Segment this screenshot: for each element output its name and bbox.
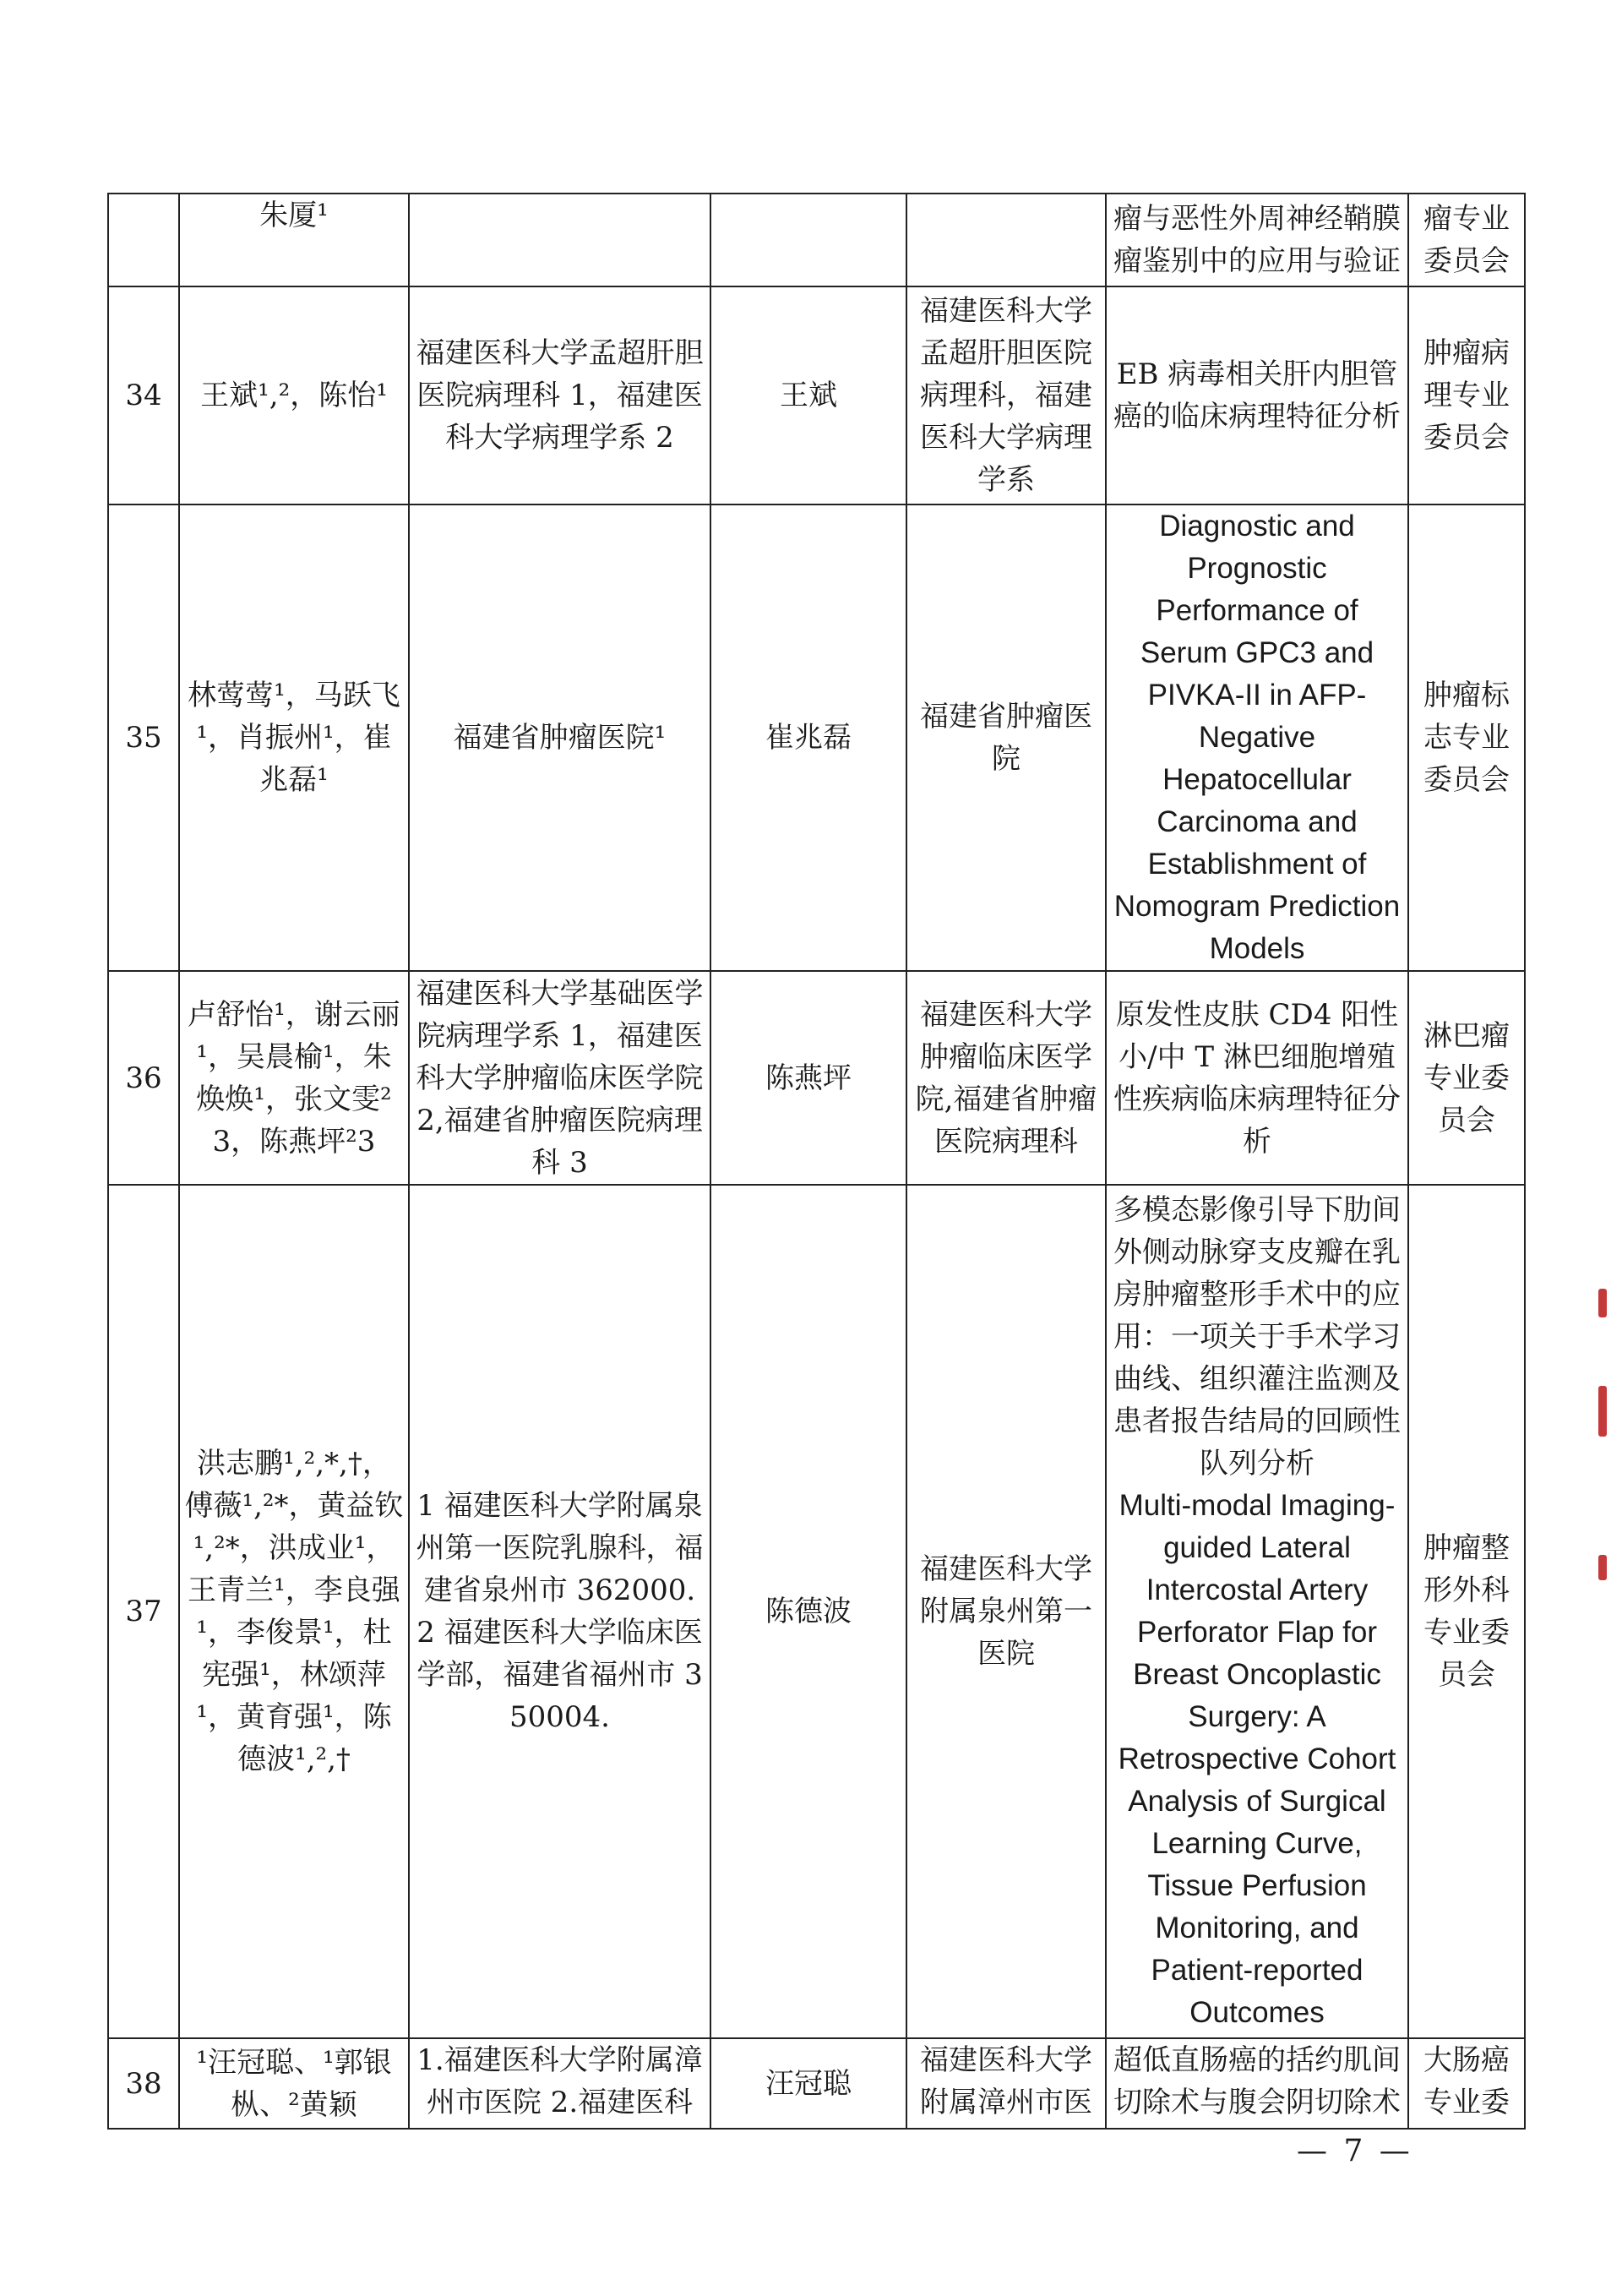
committee-cell: 大肠癌专业委 [1408,2038,1525,2129]
institution-cell: 福建省肿瘤医院¹ [409,504,710,971]
institution-cell: 1 福建医科大学附属泉州第一医院乳腺科，福建省泉州市 362000. 2 福建医科大学临床医学部，福建省福州市 350004. [409,1185,710,2038]
row-number [108,194,179,286]
paper-title-english: Multi-modal Imaging-guided Lateral Intercostal Artery Perforator Flap for Breast Oncoplastic Surgery: A Retrospective Cohort Analysis of Surgical Learning Curve, Tissue Perfusion Monitoring, and Patient-reported Outcomes [1118,1489,1396,2029]
row-number: 34 [108,286,179,504]
authors-cell: 洪志鹏¹,²,*,†，傅薇¹,²*，黄益钦¹,²*，洪成业¹，王青兰¹，李良强¹，李俊景¹，杜宪强¹，林颂萍¹，黄育强¹，陈德波¹,²,† [179,1185,409,2038]
committee-cell: 瘤专业委员会 [1408,194,1525,286]
table-row [108,971,1525,1185]
corresponding-institution-cell: 福建医科大学附属漳州市医 [906,2038,1106,2129]
table-row [108,194,1525,286]
corresponding-institution-cell: 福建医科大学肿瘤临床医学院,福建省肿瘤医院病理科 [906,971,1106,1185]
institution-cell: 福建医科大学孟超肝胆医院病理科 1，福建医科大学病理学系 2 [409,286,710,504]
institution-cell: 福建医科大学基础医学院病理学系 1，福建医科大学肿瘤临床医学院 2,福建省肿瘤医院病理科 3 [409,971,710,1185]
committee-cell: 淋巴瘤专业委员会 [1408,971,1525,1185]
authors-cell: 王斌¹,²，陈怡¹ [179,286,409,504]
paper-title-chinese: 多模态影像引导下肋间外侧动脉穿支皮瓣在乳房肿瘤整形手术中的应用：一项关于手术学习曲线、组织灌注监测及患者报告结局的回顾性队列分析 [1113,1193,1401,1481]
institution-cell [409,194,710,286]
page-number: — 7 — [1297,2134,1413,2168]
table-row [108,504,1525,971]
authors-cell: ¹汪冠聪、¹郭银枞、²黄颖 [179,2038,409,2129]
table-row [108,286,1525,504]
paper-title-cell: Diagnostic and Prognostic Performance of Serum GPC3 and PIVKA-II in AFP-Negative Hepatocellular Carcinoma and Establishment of Nomogram Prediction Models [1106,504,1408,971]
row-number: 35 [108,504,179,971]
corresponding-author-cell [710,194,906,286]
corresponding-author-cell: 陈德波 [710,1185,906,2038]
corresponding-author-cell: 王斌 [710,286,906,504]
corresponding-author-cell: 陈燕坪 [710,971,906,1185]
corresponding-author-cell: 崔兆磊 [710,504,906,971]
committee-cell: 肿瘤病理专业委员会 [1408,286,1525,504]
corresponding-institution-cell: 福建医科大学孟超肝胆医院病理科，福建医科大学病理学系 [906,286,1106,504]
seal-edge-mark [1598,1386,1607,1437]
paper-title-cell: 超低直肠癌的括约肌间切除术与腹会阴切除术 [1106,2038,1408,2129]
authors-cell: 卢舒怡¹，谢云丽¹，吴晨榆¹，朱焕焕¹，张文雯²3，陈燕坪²3 [179,971,409,1185]
seal-edge-mark [1598,1289,1607,1317]
table-row [108,1185,1525,2038]
row-number: 37 [108,1185,179,2038]
row-number: 36 [108,971,179,1185]
institution-cell: 1.福建医科大学附属漳州市医院 2.福建医科 [409,2038,710,2129]
corresponding-institution-cell [906,194,1106,286]
committee-cell: 肿瘤整形外科专业委员会 [1408,1185,1525,2038]
paper-title-cell: 原发性皮肤 CD4 阳性小/中 T 淋巴细胞增殖性疾病临床病理特征分析 [1106,971,1408,1185]
paper-title-cell: EB 病毒相关肝内胆管癌的临床病理特征分析 [1106,286,1408,504]
table-row [108,2038,1525,2129]
committee-cell: 肿瘤标志专业委员会 [1408,504,1525,971]
corresponding-institution-cell: 福建省肿瘤医院 [906,504,1106,971]
authors-cell: 林莺莺¹，马跃飞¹，肖振州¹，崔兆磊¹ [179,504,409,971]
authors-cell: 朱厦¹ [179,194,409,286]
corresponding-institution-cell: 福建医科大学附属泉州第一医院 [906,1185,1106,2038]
results-table [107,193,1526,2130]
paper-title-cell [1106,1185,1408,2038]
corresponding-author-cell: 汪冠聪 [710,2038,906,2129]
paper-title-cell: 瘤与恶性外周神经鞘膜瘤鉴别中的应用与验证 [1106,194,1408,286]
row-number: 38 [108,2038,179,2129]
seal-edge-mark [1598,1555,1607,1580]
results-table-container [107,193,1526,2130]
